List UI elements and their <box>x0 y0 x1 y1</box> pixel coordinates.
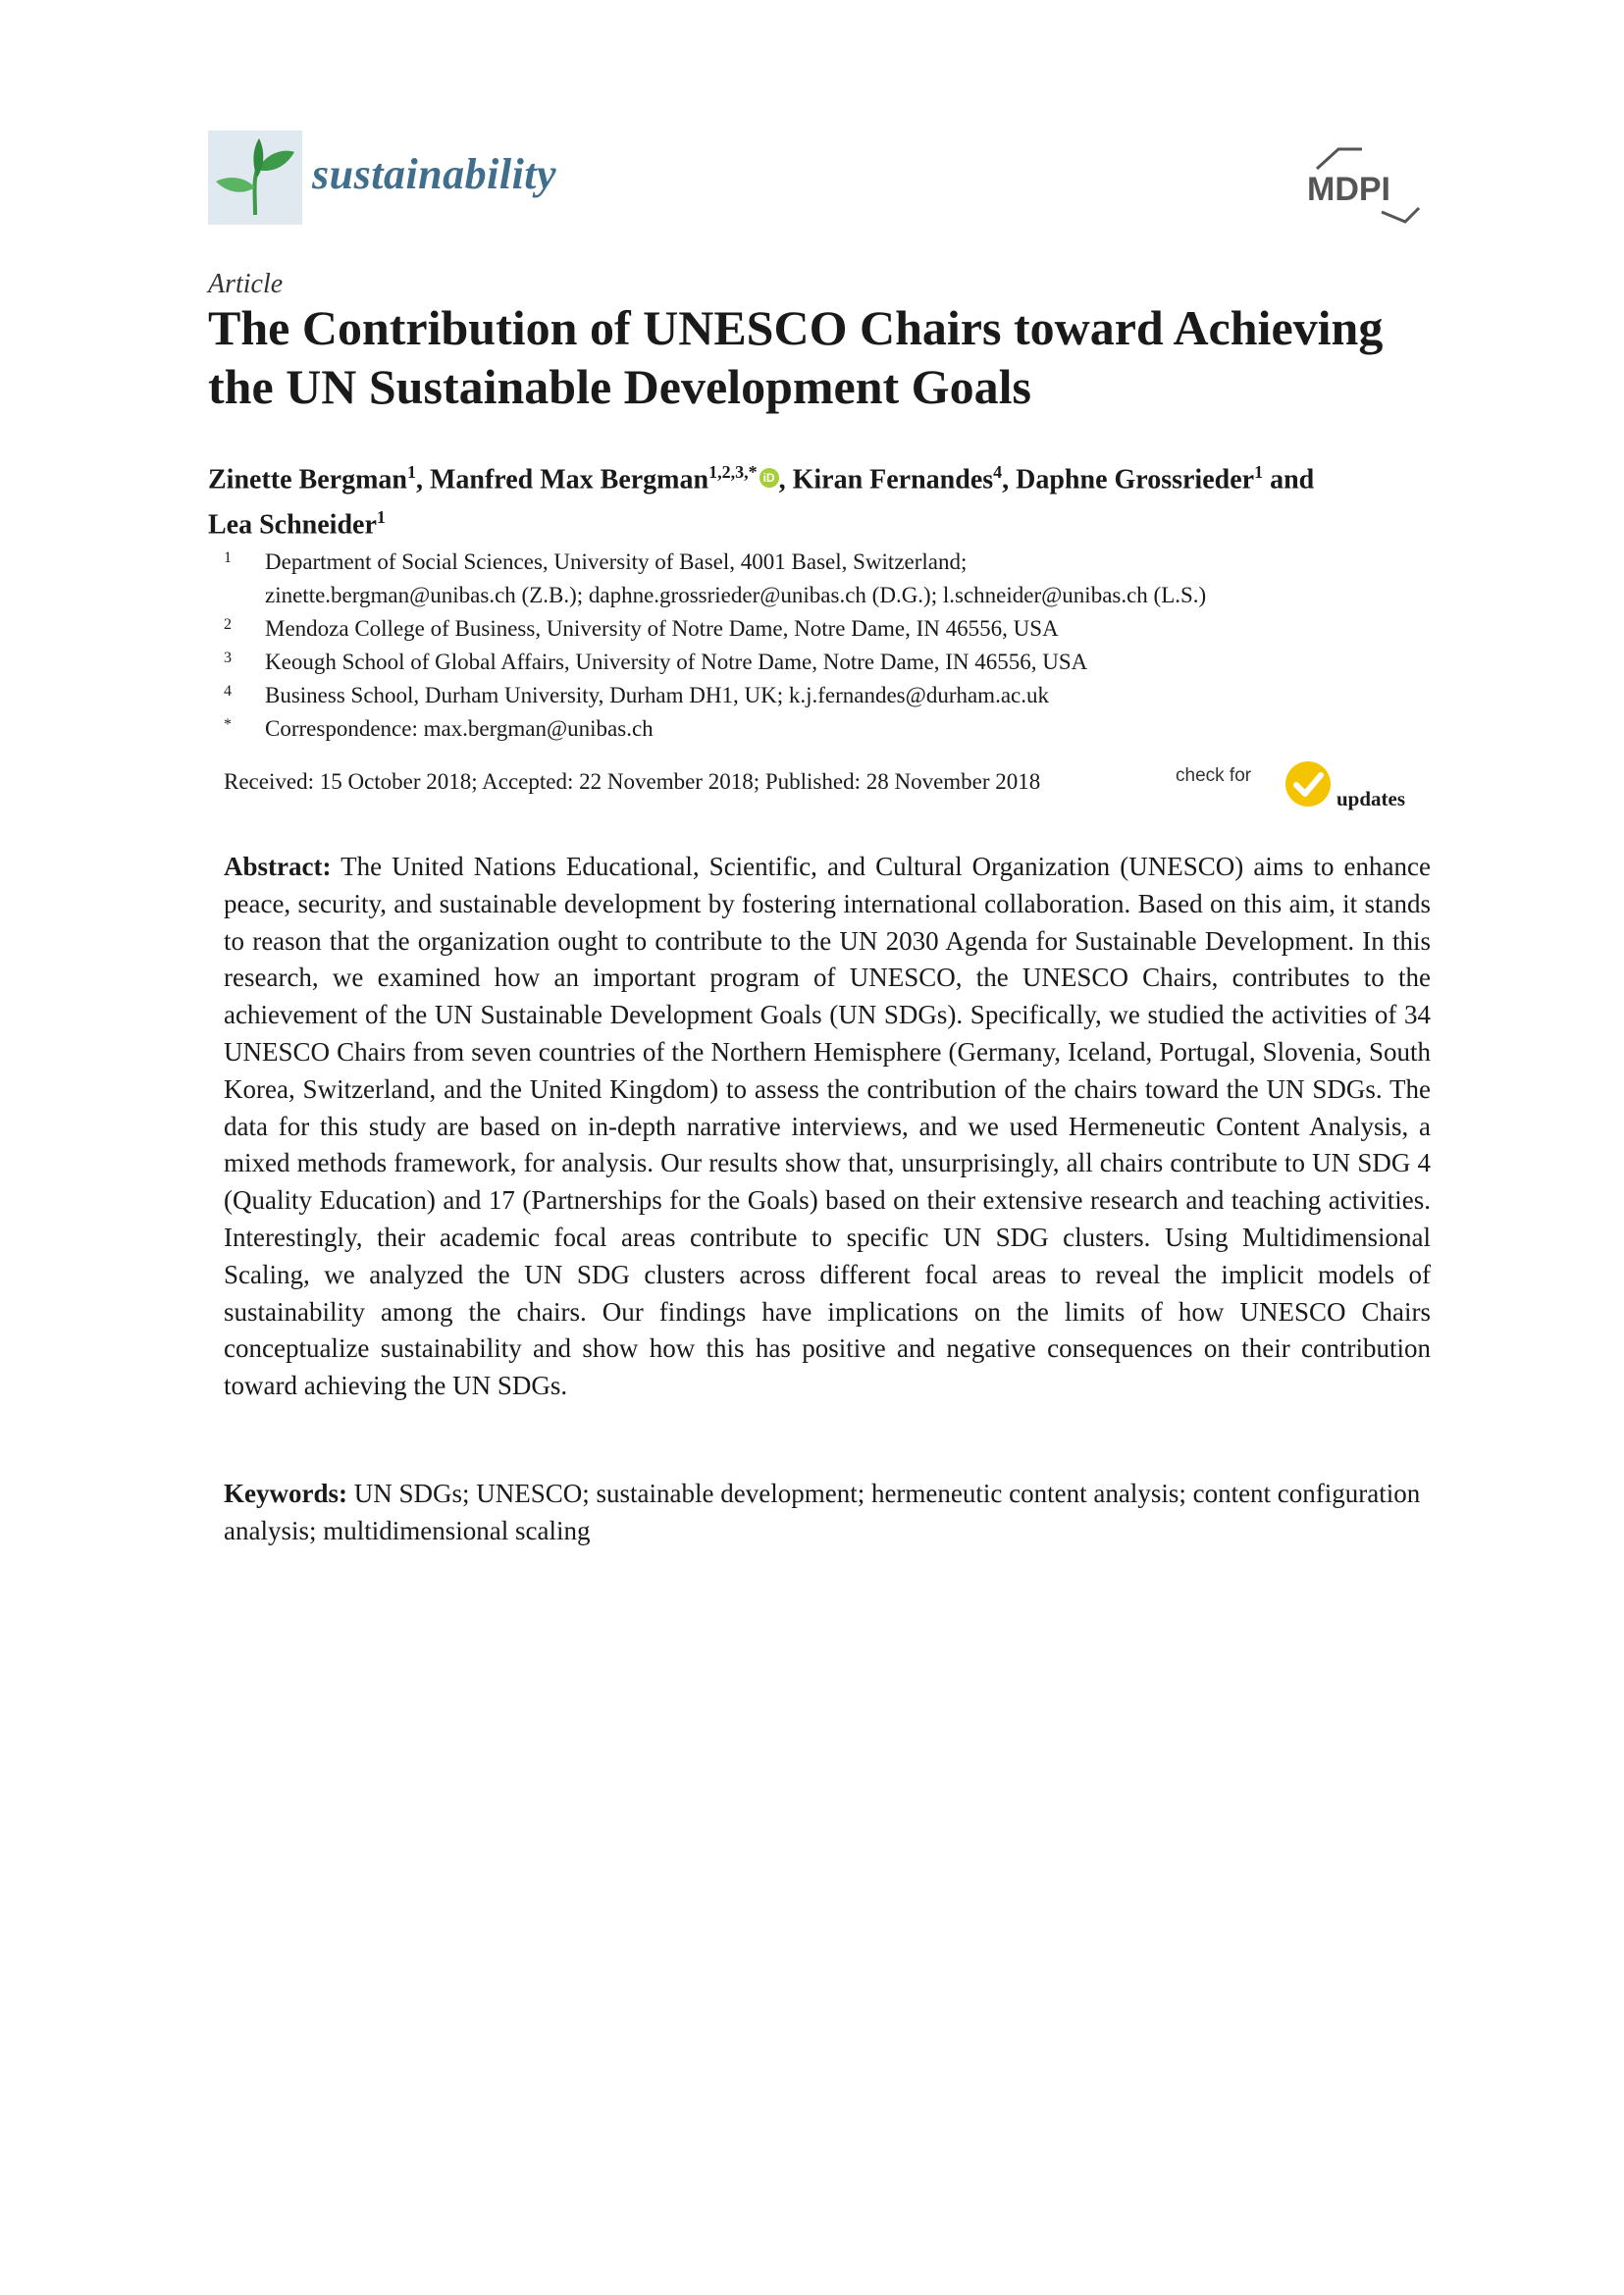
affiliation-text: Department of Social Sciences, University of Basel, 4001 Basel, Switzerland; <box>265 549 968 574</box>
publication-dates: Received: 15 October 2018; Accepted: 22 November 2018; Published: 28 November 2018 <box>224 769 1041 794</box>
author-name[interactable]: Zinette Bergman <box>208 464 407 496</box>
author-affiliation-marker: 1 <box>1254 462 1264 482</box>
article-type: Article <box>208 269 284 299</box>
author-separator: , <box>778 464 793 496</box>
orcid-icon[interactable]: iD <box>760 468 779 488</box>
author-separator: , <box>1002 464 1017 496</box>
author-affiliation-marker: 1 <box>376 507 386 528</box>
author-affiliation-marker: 1 <box>406 462 416 482</box>
correspondence-row <box>224 712 1441 746</box>
author-separator: , <box>415 464 430 496</box>
affiliation-number <box>224 579 265 612</box>
affiliation-row <box>224 612 1441 646</box>
abstract <box>224 849 1431 1405</box>
affiliation-number: 1 <box>224 549 232 566</box>
affiliation-text: Keough School of Global Affairs, University of Notre Dame, Notre Dame, IN 46556, USA <box>265 650 1088 674</box>
affiliation-row <box>224 546 1441 579</box>
author-name[interactable]: Kiran Fernandes <box>792 464 994 496</box>
author-affiliation-marker: 4 <box>993 462 1003 482</box>
leaf-sprout-icon <box>208 130 302 225</box>
affiliation-emails[interactable]: zinette.bergman@unibas.ch (Z.B.); daphne.grossrieder@unibas.ch (D.G.); l.schneider@unibas.ch (L.S.) <box>265 583 1207 607</box>
author-list <box>208 453 1444 545</box>
affiliation-number: 4 <box>224 683 232 700</box>
affiliation-row <box>224 646 1441 679</box>
affiliation-number: 3 <box>224 650 232 666</box>
affiliations <box>224 546 1441 746</box>
affiliation-text: Business School, Durham University, Durham DH1, UK; k.j.fernandes@durham.ac.uk <box>265 683 1049 707</box>
author-name[interactable]: Daphne Grossrieder <box>1016 464 1255 496</box>
affiliation-text: Mendoza College of Business, University of Notre Dame, Notre Dame, IN 46556, USA <box>265 616 1059 641</box>
correspondence-text[interactable]: Correspondence: max.bergman@unibas.ch <box>265 716 654 741</box>
updates-label: updates <box>1336 787 1406 810</box>
affiliation-number: * <box>224 716 232 733</box>
mdpi-logo-text: MDPI <box>1307 171 1390 208</box>
journal-logo <box>208 130 302 225</box>
affiliation-number: 2 <box>224 616 232 633</box>
author-name[interactable]: Manfred Max Bergman <box>429 464 709 496</box>
check-for-label: check for <box>1176 765 1252 786</box>
affiliation-row <box>224 679 1441 712</box>
abstract-text: The United Nations Educational, Scientific, and Cultural Organization (UNESCO) aims to enhance peace, security, and sustainable development by fostering international collaboration. Based on this aim, it stands to reason that the organization ought to contribute to the UN 2030 Agenda for Sustainable Development. In this research, we examined how an important program of UNESCO, the UNESCO Chairs, contributes to the achievement of the UN Sustainable Development Goals (UN SDGs). Specifically, we studied the activities of 34 UNESCO Chairs from seven countries of the Northern Hemisphere (Germany, Iceland, Portugal, Slovenia, South Korea, Switzerland, and the United Kingdom) to assess the contribution of the chairs toward the UN SDGs. The data for this study are based on in-depth narrative interviews, and we used Hermeneutic Content Analysis, a mixed methods framework, for analysis. Our results show that, unsurprisingly, all chairs contribute to UN SDG 4 (Quality Education) and 17 (Partnerships for the Goals) based on their extensive research and teaching activities. Interestingly, their academic focal areas contribute to specific UN SDG clusters. Using Multidimensional Scaling, we analyzed the UN SDG clusters across different focal areas to reveal the implicit models of sustainability among the chairs. Our findings have implications on the limits of how UNESCO Chairs conceptualize sustainability and show how this has positive and negative consequences on their contribution toward achieving the UN SDGs. <box>224 852 1431 1401</box>
author-name[interactable]: Lea Schneider <box>208 509 377 541</box>
keywords-text: UN SDGs; UNESCO; sustainable development; hermeneutic content analysis; content configuration analysis; multidimensional scaling <box>224 1479 1421 1545</box>
abstract-label: Abstract: <box>224 852 332 881</box>
author-separator: and <box>1263 464 1315 496</box>
checkmark-badge-icon <box>1285 761 1331 807</box>
affiliation-row <box>224 579 1441 612</box>
keywords-label: Keywords: <box>224 1479 347 1508</box>
journal-name: sustainability <box>312 150 557 198</box>
author-affiliation-marker: 1,2,3,* <box>708 462 758 482</box>
article-title: The Contribution of UNESCO Chairs toward Achieving the UN Sustainable Development Goals <box>208 300 1384 414</box>
keywords <box>224 1475 1431 1549</box>
mdpi-logo <box>1303 143 1421 233</box>
